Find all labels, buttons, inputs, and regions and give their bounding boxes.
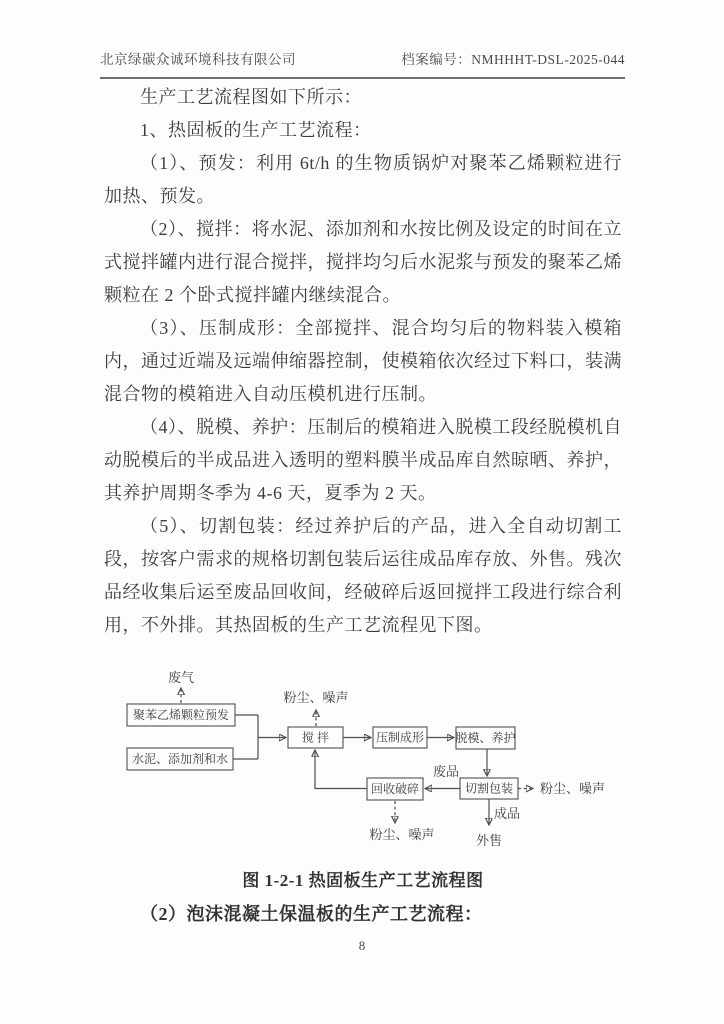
step-paragraph-3: （3）、压制成形：全部搅拌、混合均匀后的物料装入模箱内，通过近端及远端伸缩器控制，使模箱依次经过下料口，装满混合物的模箱进入自动压模机进行压制。 xyxy=(104,318,622,404)
page-header xyxy=(100,48,625,79)
header-company: 北京绿碳众诚环境科技有限公司 xyxy=(100,52,296,67)
step-paragraph-1: （1）、预发：利用 6t/h 的生物质锅炉对聚苯乙烯颗粒进行加热、预发。 xyxy=(104,153,622,206)
merge-lines xyxy=(233,715,258,759)
step-paragraph-2: （2）、搅拌：将水泥、添加剂和水按比例及设定的时间在立式搅拌罐内进行混合搅拌，搅拌均匀后水泥浆与预发的聚苯乙烯颗粒在 2 个卧式搅拌罐内继续混合。 xyxy=(104,219,622,305)
body-text xyxy=(104,81,622,642)
section1-title: 1、热固板的生产工艺流程： xyxy=(140,120,372,140)
label-scrap: 废品 xyxy=(432,764,460,779)
header-archive-label: 档案编号： xyxy=(401,52,472,67)
label-sale: 外售 xyxy=(475,833,503,848)
label-product: 成品 xyxy=(494,806,521,821)
node-demolding-label: 脱模、养护 xyxy=(455,731,516,745)
label-dust-noise-recycling: 粉尘、噪声 xyxy=(369,827,435,842)
arrow-recycling-return-to-mixing xyxy=(315,750,367,789)
page-number: 8 xyxy=(358,938,366,953)
process-flowchart xyxy=(0,655,724,855)
label-dust-noise-cutting: 粉尘、噪声 xyxy=(540,781,606,796)
step-paragraph-5: （5）、切割包装：经过养护后的产品，进入全自动切割工段，按客户需求的规格切割包装后运往成品库存放、外售。残次品经收集后运至废品回收间，经破碎后返回搅拌工段进行综合利用，不外排。其热固板的生产工艺流程见下图。 xyxy=(104,516,622,635)
header-archive xyxy=(401,48,625,68)
label-waste-gas: 废气 xyxy=(167,670,195,685)
section2-title: （2）泡沫混凝土保温板的生产工艺流程： xyxy=(140,904,483,924)
intro-paragraph: 生产工艺流程图如下所示： xyxy=(140,87,362,107)
figure-caption: 图 1-2-1 热固板生产工艺流程图 xyxy=(242,871,484,890)
label-dust-noise-mixing: 粉尘、噪声 xyxy=(283,690,349,705)
step-paragraph-4: （4）、脱模、养护：压制后的模箱进入脱模工段经脱模机自动脱模后的半成品进入透明的塑料膜半成品库自然晾晒、养护，其养护周期冬季为 4-6 天，夏季为 2 天。 xyxy=(104,417,622,503)
node-cutting-label: 切割包装 xyxy=(464,781,514,796)
node-preexpansion-label: 聚苯乙烯颗粒预发 xyxy=(132,708,230,722)
node-mixing-label: 搅 拌 xyxy=(301,730,330,745)
flow-nodes xyxy=(127,704,518,800)
node-pressing-label: 压制成形 xyxy=(375,730,425,745)
node-materials-label: 水泥、添加剂和水 xyxy=(131,752,229,766)
header-archive-number: NMHHHT-DSL-2025-044 xyxy=(471,52,625,67)
flow-connectors xyxy=(181,688,533,825)
node-recycling-label: 回收破碎 xyxy=(370,782,420,796)
